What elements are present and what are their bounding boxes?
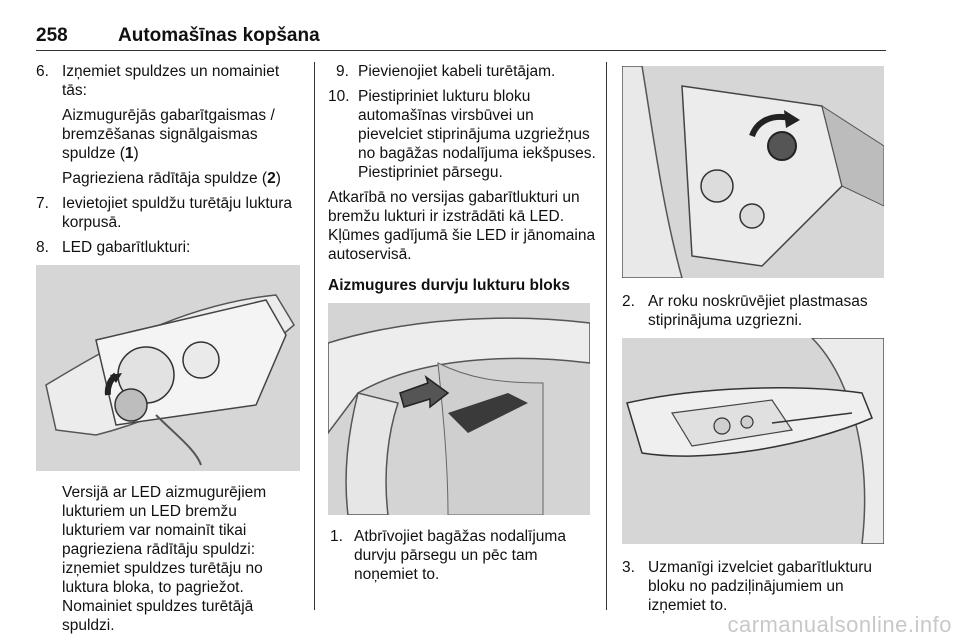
step-1 <box>328 527 596 584</box>
tailgate-illustration <box>328 303 590 515</box>
step-number: 3. <box>622 559 635 576</box>
light-unit-illustration <box>622 338 884 544</box>
section-heading: Aizmugures durvju lukturu bloks <box>328 277 570 294</box>
step-number: 2. <box>622 293 635 310</box>
tail-light-illustration <box>36 265 300 471</box>
step-text: Izņemiet spuldzes un nomainiet tās: <box>62 63 280 99</box>
column-divider-1 <box>314 62 315 610</box>
page-header <box>36 26 886 50</box>
step-8 <box>36 238 302 257</box>
page-number: 258 <box>36 25 68 46</box>
sub-text: Pagrieziena rādītāja spuldze ( <box>62 170 268 187</box>
step-9 <box>328 62 596 81</box>
led-tail-light-figure <box>36 265 300 471</box>
step-text: Ar roku noskrūvējiet plastmasas stiprinājuma uzgriezni. <box>648 293 868 329</box>
step-6-sub-2 <box>62 169 302 188</box>
nut-figure <box>622 66 884 278</box>
tailgate-cover-figure <box>328 303 590 515</box>
step-6-sub-1 <box>62 106 302 163</box>
step-text: Ievietojiet spuldžu turētāju luktura korpusā. <box>62 195 293 231</box>
step-text: Uzmanīgi izvelciet gabarītlukturu bloku no padziļinājumiem un izņemiet to. <box>648 559 872 614</box>
ref-number: 2 <box>267 170 276 187</box>
step-number: 9. <box>336 63 349 80</box>
sub-text-end: ) <box>133 145 139 162</box>
step-text: LED gabarītlukturi: <box>62 239 191 256</box>
led-note: Versijā ar LED aizmugurējiem lukturiem un LED bremžu lukturiem var nomainīt tikai pagrieziena rādītāju spuldzi: izņemiet spuldzes turētāju no luktura bloka, to pagriežot. Nomainiet spuldzes turētājā spuldzi. <box>62 484 267 634</box>
column-3 <box>622 62 886 621</box>
nut-illustration <box>622 66 884 278</box>
page-title: Automašīnas kopšana <box>118 25 320 46</box>
step-3 <box>622 558 886 615</box>
step-number: 6. <box>36 63 49 80</box>
led-info-paragraph: Atkarībā no versijas gabarītlukturi un bremžu lukturi ir izstrādāti kā LED. Kļūmes gadījumā šie LED ir jānomaina autoservisā. <box>328 189 596 263</box>
step-text: Piestipriniet lukturu bloku automašīnas virsbūvei un pievelciet stiprinājuma uzgriežņus no bagāžas nodalījuma iekšpuses. Piestipriniet pārsegu. <box>358 88 596 181</box>
step-number: 8. <box>36 239 49 256</box>
step-number: 7. <box>36 195 49 212</box>
ref-number: 1 <box>124 145 134 162</box>
column-2 <box>328 62 596 590</box>
step-text: Pievienojiet kabeli turētājam. <box>358 63 556 80</box>
column-divider-2 <box>606 62 607 610</box>
step-10 <box>328 87 596 182</box>
header-divider <box>36 50 886 51</box>
step-2 <box>622 292 886 330</box>
step-text: Atbrīvojiet bagāžas nodalījuma durvju pārsegu un pēc tam noņemiet to. <box>354 528 566 583</box>
step-number: 1. <box>330 528 343 545</box>
step-7 <box>36 194 302 232</box>
sub-text-end: ) <box>275 170 281 187</box>
column-1 <box>36 62 302 635</box>
light-unit-figure <box>622 338 884 544</box>
step-number: 10. <box>328 88 350 105</box>
step-6 <box>36 62 302 100</box>
sub-text: Aizmugurējās gabarītgaismas / bremzēšanas signālgaismas spuldze ( <box>62 107 275 162</box>
watermark: carmanualsonline.info <box>727 612 952 637</box>
